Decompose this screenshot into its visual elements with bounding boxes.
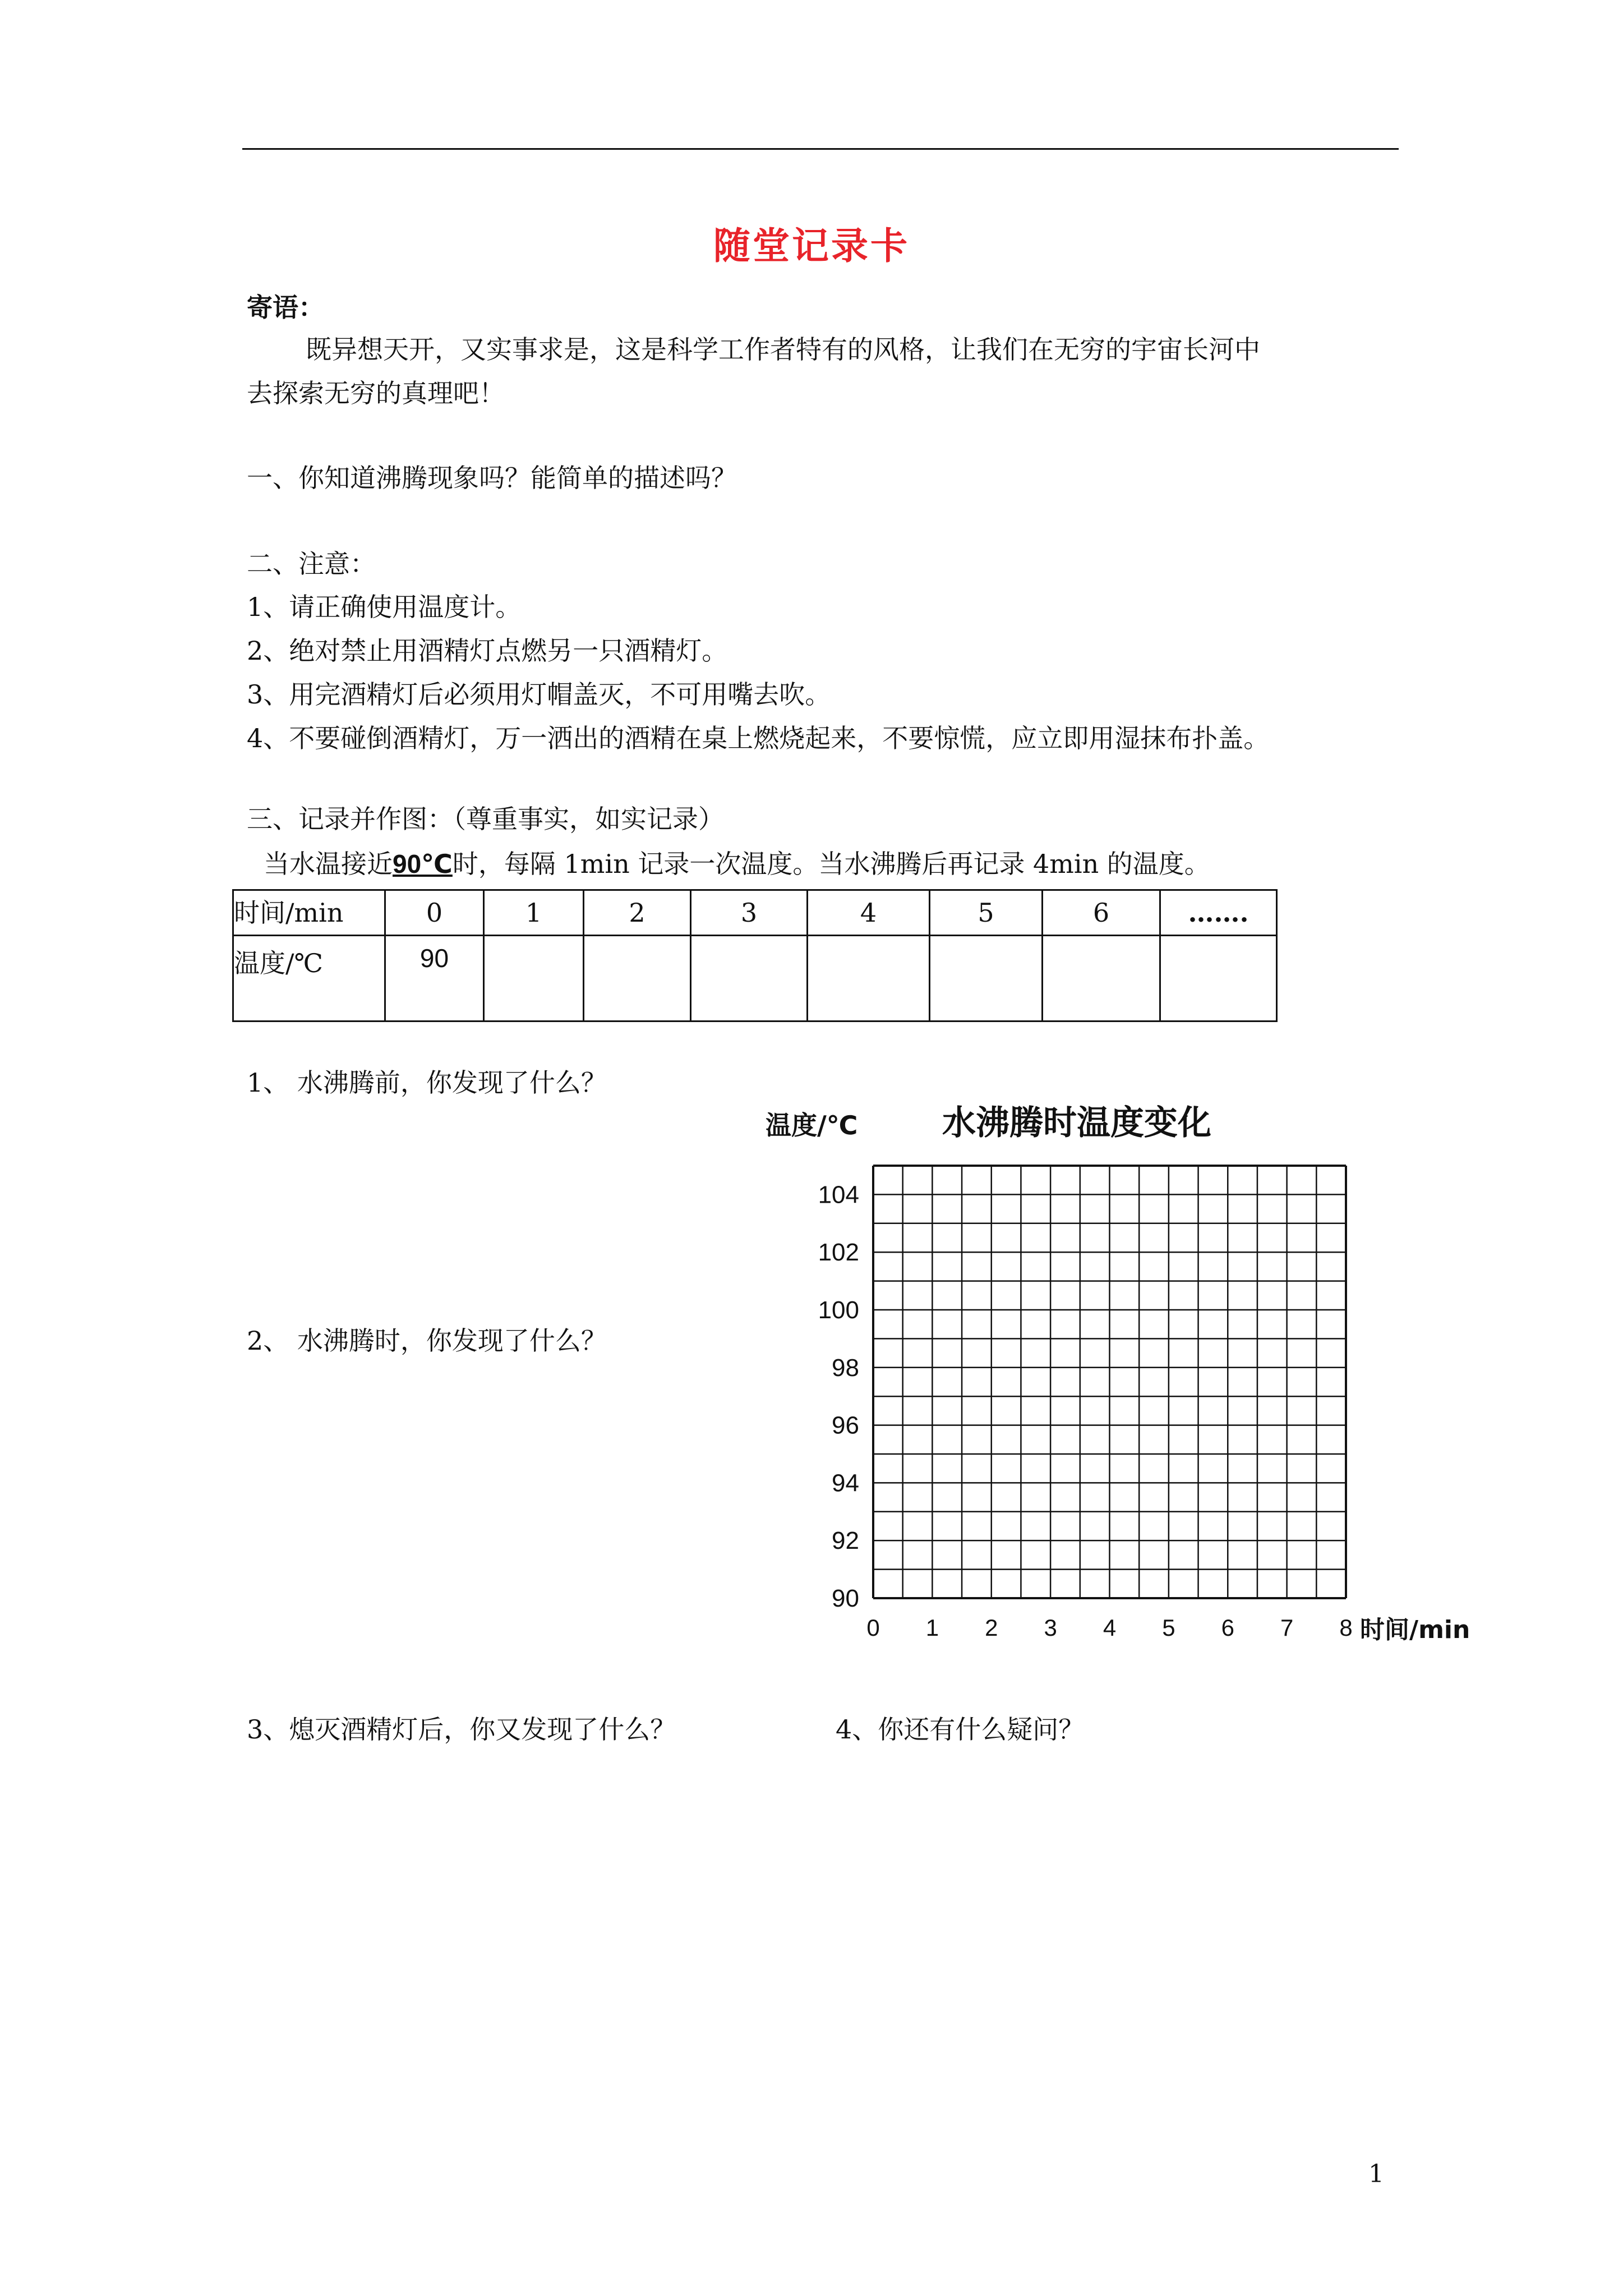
time-cell: ……. (1160, 890, 1277, 936)
x-tick-label: 4 (1103, 1614, 1117, 1641)
temp-cell (484, 936, 584, 1022)
chart-grid (873, 1166, 1346, 1598)
temp-value (1043, 936, 1159, 943)
temp-value: 90 (419, 944, 449, 973)
question-3: 3、熄灭酒精灯后，你又发现了什么？ (247, 1714, 676, 1745)
x-tick-label: 1 (925, 1614, 939, 1641)
temperature-chart (751, 1099, 1492, 1649)
time-cell: 6 (1043, 890, 1160, 936)
section3-heading: 三、记录并作图：（尊重事实，如实记录） (247, 804, 724, 834)
y-tick-label: 102 (818, 1239, 859, 1267)
temp-cell (1160, 936, 1277, 1022)
temp-header (233, 936, 385, 1022)
temp-value (691, 936, 806, 943)
question-4: 4、你还有什么疑问？ (836, 1714, 1085, 1745)
foreword-line1: 既异想天开，又实事求是，这是科学工作者特有的风格，让我们在无穷的宇宙长河中 (306, 334, 1260, 365)
time-cell: 1 (484, 890, 584, 936)
instruction-pre: 当水温接近 (264, 849, 393, 879)
x-tick-label: 6 (1221, 1614, 1234, 1641)
time-cell: 2 (584, 890, 691, 936)
x-tick-label: 7 (1280, 1614, 1294, 1641)
table-row (233, 936, 1277, 1022)
y-tick-label: 96 (832, 1411, 859, 1439)
time-cell: 5 (930, 890, 1043, 936)
time-cell: 3 (691, 890, 808, 936)
temp-cell (1043, 936, 1160, 1022)
temp-cell (385, 936, 484, 1022)
instruction-post: 时，每隔 1min 记录一次温度。当水沸腾后再记录 4min 的温度。 (452, 849, 1210, 879)
y-tick-label: 92 (832, 1527, 859, 1555)
temp-header-label: 温度/℃ (234, 948, 323, 978)
page-title: 随堂记录卡 (713, 224, 910, 268)
x-tick-label: 3 (1044, 1614, 1057, 1641)
temp-value (930, 936, 1041, 943)
time-cell: 4 (808, 890, 930, 936)
question-2: 2、 水沸腾时，你发现了什么？ (247, 1326, 607, 1356)
foreword-label: 寄语： (247, 292, 324, 323)
section3-instruction (264, 847, 1210, 881)
table-row (233, 890, 1277, 936)
chart-yticks (818, 1181, 859, 1612)
x-tick-label: 2 (985, 1614, 998, 1641)
chart-xlabel: 时间/min (1360, 1616, 1470, 1644)
temp-value (584, 936, 690, 943)
x-tick-label: 0 (866, 1614, 880, 1641)
question-1: 1、 水沸腾前，你发现了什么？ (247, 1068, 607, 1098)
foreword-line2: 去探索无穷的真理吧！ (247, 378, 505, 408)
temp-cell (808, 936, 930, 1022)
section1-question: 一、你知道沸腾现象吗？能简单的描述吗？ (247, 463, 737, 493)
x-tick-label: 8 (1339, 1614, 1353, 1641)
notice-item: 4、不要碰倒酒精灯，万一洒出的酒精在桌上燃烧起来，不要惊慌，应立即用湿抹布扑盖。 (247, 723, 1270, 753)
instruction-temp: 90℃ (393, 849, 453, 878)
chart-xticks (866, 1614, 1352, 1641)
x-tick-label: 5 (1162, 1614, 1175, 1641)
time-cell: 0 (385, 890, 484, 936)
section2-heading: 二、注意： (247, 549, 376, 579)
temp-cell (691, 936, 808, 1022)
y-tick-label: 98 (832, 1354, 859, 1382)
y-tick-label: 104 (818, 1181, 859, 1209)
temp-value (808, 936, 929, 943)
notice-item: 2、绝对禁止用酒精灯点燃另一只酒精灯。 (247, 636, 728, 666)
temp-value (1161, 936, 1276, 943)
y-tick-label: 100 (818, 1296, 859, 1324)
chart-ylabel: 温度/℃ (766, 1110, 858, 1140)
y-tick-label: 94 (832, 1469, 859, 1497)
temp-cell (584, 936, 691, 1022)
y-tick-label: 90 (832, 1585, 859, 1612)
notice-item: 3、用完酒精灯后必须用灯帽盖灭，不可用嘴去吹。 (247, 679, 831, 710)
header-rule (242, 148, 1399, 150)
time-header: 时间/min (233, 890, 385, 936)
temp-cell (930, 936, 1043, 1022)
temp-value (485, 936, 583, 943)
record-table (232, 889, 1278, 1022)
notice-item: 1、请正确使用温度计。 (247, 592, 522, 622)
chart-title: 水沸腾时温度变化 (942, 1103, 1211, 1143)
page-number: 1 (1368, 2160, 1384, 2188)
